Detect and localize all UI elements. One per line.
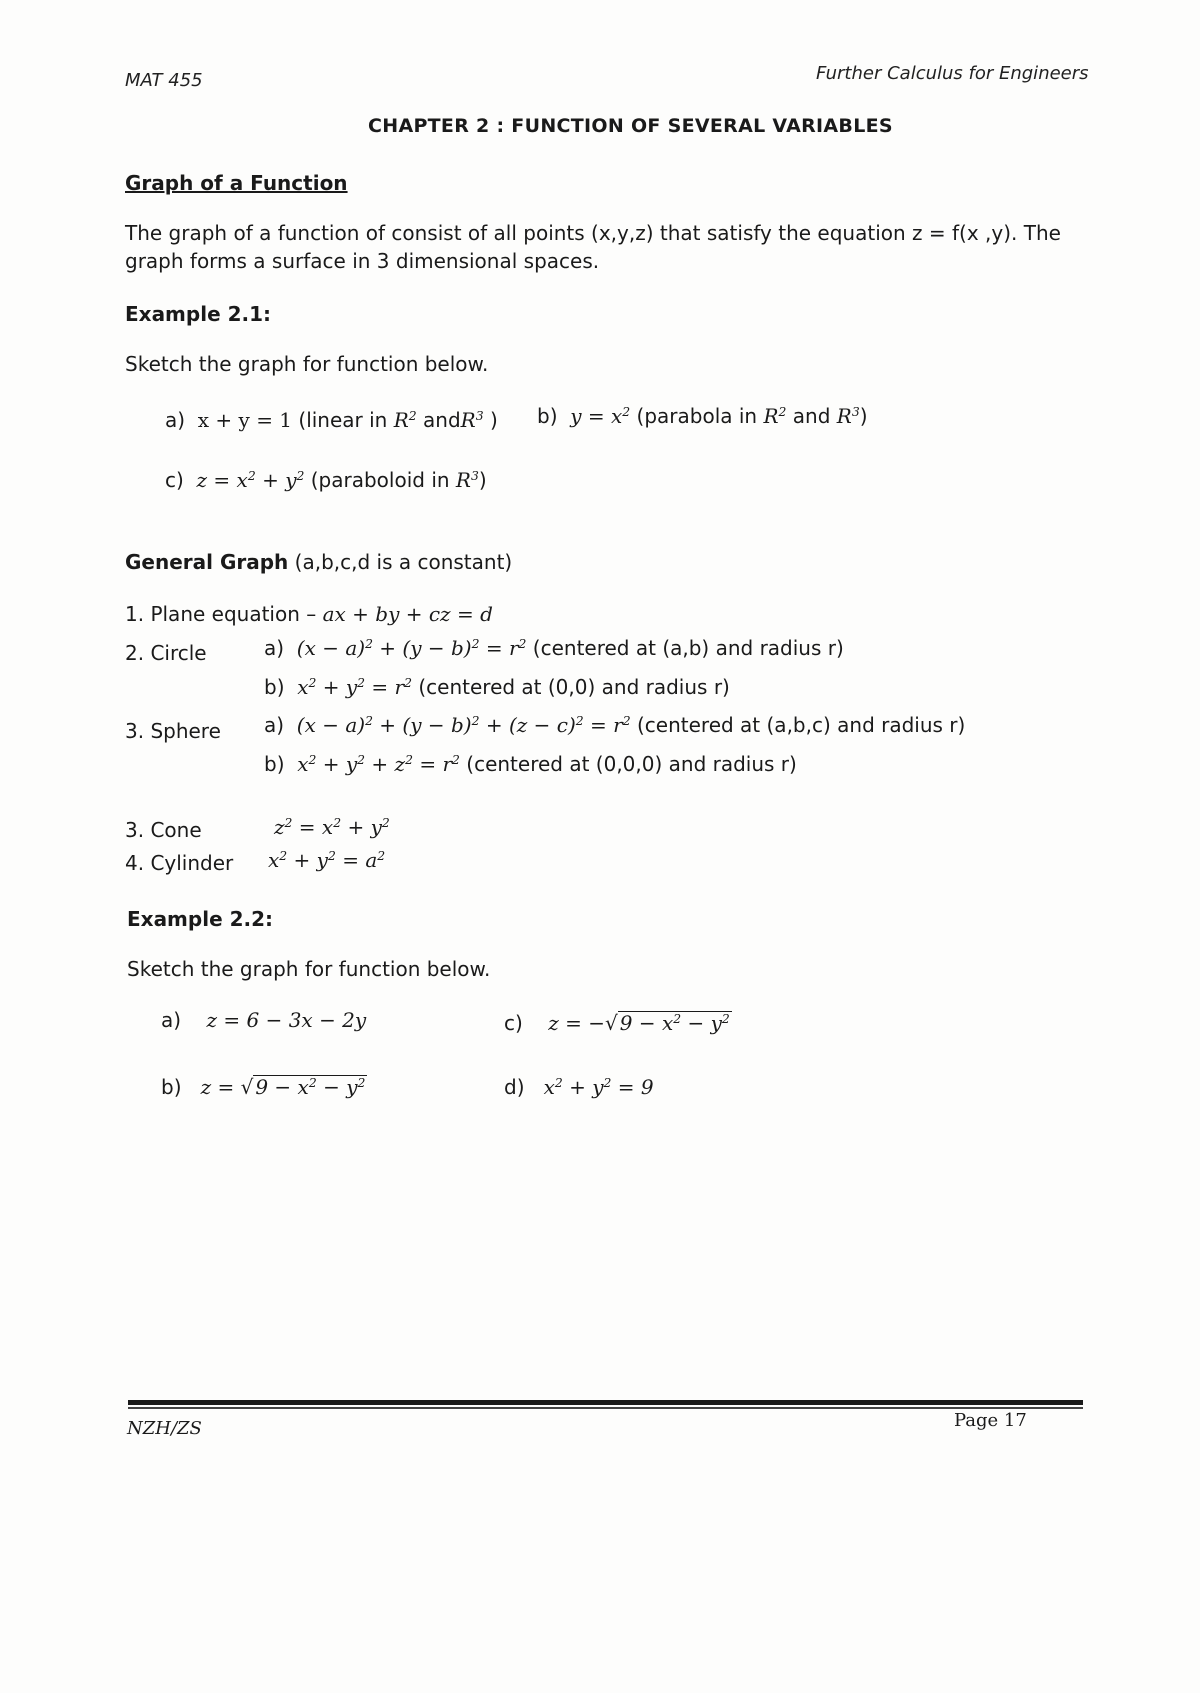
ex2-item-d-label: d): [504, 1075, 525, 1099]
plane-equation: ax + by + cz = d: [322, 602, 493, 626]
item-c-r3: $R^3$: [455, 468, 479, 492]
ex2-item-b-equation: z = √ $9 - x^2 - y^2$: [200, 1075, 366, 1099]
cone-equation: $z^2 = x^2 + y^2$: [274, 815, 390, 839]
item-c-text: (paraboloid in: [310, 468, 450, 492]
circle-b-row: [264, 673, 730, 701]
course-code: MAT 455: [125, 70, 203, 91]
section-heading: Graph of a Function: [125, 171, 348, 195]
item-b-and: and: [792, 404, 831, 428]
circle-a-row: [264, 634, 844, 662]
item-b-text: (parabola in: [636, 404, 758, 428]
footer-initials: NZH/ZS: [127, 1418, 202, 1439]
ex2-item-c-equation: z = −√ $9 - x^2 - y^2$: [548, 1011, 730, 1035]
example-2-1-item-c: c) $z = x^2 + y^2$ (paraboloid in $R^3$): [165, 468, 487, 492]
circle-a-equation: $(x - a)^2 + (y - b)^2 = r^2$: [296, 636, 527, 660]
sphere-b-label: b): [264, 752, 285, 776]
plane-label: 1. Plane equation –: [125, 602, 317, 626]
item-a-and: and: [423, 408, 461, 432]
ex2-item-c-label: c): [504, 1011, 523, 1035]
section-paragraph-line-2: graph forms a surface in 3 dimensional spaces.: [125, 249, 600, 273]
circle-a-text: (centered at (a,b) and radius r): [532, 636, 844, 660]
general-graph-note: (a,b,c,d is a constant): [294, 550, 513, 574]
course-title: Further Calculus for Engineers: [816, 63, 1089, 84]
item-a-text: (linear in: [298, 408, 388, 432]
section-paragraph-line-1: The graph of a function of consist of all points (x,y,z) that satisfy the equation z = f(x ,y). The: [125, 221, 1061, 245]
item-b-r2: $R^2$: [763, 404, 787, 428]
ex2-item-b-label: b): [161, 1075, 182, 1099]
item-c-label: c): [165, 468, 184, 492]
circle-b-label: b): [264, 675, 285, 699]
item-a-r3: $R^3$: [460, 408, 484, 432]
general-graph-heading: General Graph: [125, 550, 289, 574]
sphere-a-text: (centered at (a,b,c) and radius r): [636, 713, 966, 737]
example-2-1-instruction: Sketch the graph for function below.: [125, 352, 489, 376]
example-2-2-item-c: [504, 1009, 732, 1037]
example-2-1-item-b: b) $y = x^2$ (parabola in $R^2$ and $R^3$): [537, 404, 868, 428]
example-2-2-instruction: Sketch the graph for function below.: [127, 957, 491, 981]
sphere-b-equation: $x^2 + y^2 + z^2 = r^2$: [297, 752, 460, 776]
item-b-label: b): [537, 404, 558, 428]
example-2-1-item-a: a) x + y = 1 (linear in $R^2$ andR$^3$ ): [165, 408, 498, 432]
sphere-b-row: [264, 750, 797, 778]
example-2-2-heading: Example 2.2:: [127, 907, 274, 931]
footer-rule: [128, 1400, 1083, 1405]
circle-a-label: a): [264, 636, 285, 660]
ex2-item-a-label: a): [161, 1008, 182, 1032]
plane-equation-row: [125, 600, 493, 628]
cone-label: 3. Cone: [125, 818, 202, 842]
ex2-item-d-equation: $x^2 + y^2 = 9$: [543, 1075, 654, 1099]
general-graph-heading-line: [125, 548, 512, 576]
example-2-1-heading: Example 2.1:: [125, 302, 272, 326]
chapter-title: CHAPTER 2 : FUNCTION OF SEVERAL VARIABLES: [368, 115, 893, 137]
item-c-equation: $z = x^2 + y^2$: [196, 468, 305, 492]
ex2-item-a-equation: z = 6 − 3x − 2y: [206, 1008, 367, 1032]
example-2-2-item-a: [161, 1006, 366, 1034]
item-b-r3: $R^3$: [836, 404, 860, 428]
item-a-label: a): [165, 408, 186, 432]
item-a-r2: $R^2$: [393, 408, 417, 432]
item-b-equation: $y = x^2$: [570, 404, 631, 428]
page-number: Page 17: [954, 1410, 1027, 1431]
circle-b-text: (centered at (0,0) and radius r): [418, 675, 730, 699]
sphere-label: 3. Sphere: [125, 719, 221, 743]
cylinder-label: 4. Cylinder: [125, 851, 234, 875]
cylinder-equation: $x^2 + y^2 = a^2$: [268, 848, 386, 872]
sphere-b-text: (centered at (0,0,0) and radius r): [466, 752, 797, 776]
circle-label: 2. Circle: [125, 641, 207, 665]
sphere-a-row: [264, 711, 965, 739]
circle-b-equation: $x^2 + y^2 = r^2$: [297, 675, 412, 699]
footer-rule-thin: [128, 1407, 1083, 1409]
example-2-2-item-d: [504, 1073, 654, 1101]
item-a-equation: x + y = 1: [197, 408, 293, 432]
sphere-a-label: a): [264, 713, 285, 737]
sphere-a-equation: $(x - a)^2 + (y - b)^2 + (z - c)^2 = r^2$: [296, 713, 631, 737]
example-2-2-item-b: [161, 1073, 367, 1101]
